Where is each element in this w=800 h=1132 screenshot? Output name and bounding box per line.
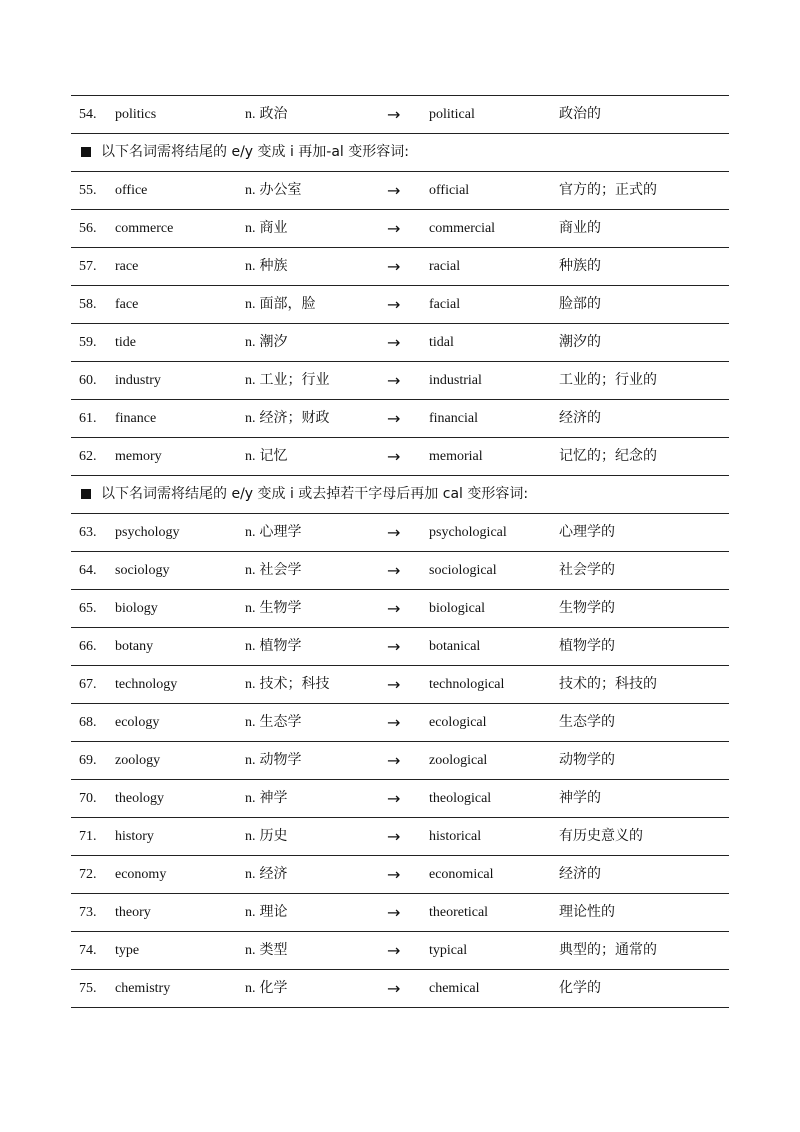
right-arrow-icon: → — [387, 599, 401, 618]
pos-label: n. — [245, 601, 256, 616]
noun-word: theory — [115, 905, 151, 920]
table-row — [71, 969, 729, 1008]
table-row — [71, 323, 729, 361]
table-row — [71, 779, 729, 817]
noun-meaning: 工业；行业 — [259, 372, 330, 388]
right-arrow-icon: → — [387, 751, 401, 770]
noun-pos-and-meaning — [245, 704, 302, 741]
noun-meaning: 经济；财政 — [259, 410, 330, 426]
adjective-meaning: 植物学的 — [559, 638, 615, 654]
noun-word: zoology — [115, 753, 161, 768]
noun-pos-and-meaning — [245, 590, 302, 627]
entry-number: 61. — [79, 411, 97, 426]
adjective-meaning: 化学的 — [559, 980, 601, 996]
square-bullet-icon — [81, 147, 91, 157]
adjective-word: zoological — [429, 753, 488, 768]
adjective-word: economical — [429, 867, 494, 882]
table-row — [71, 627, 729, 665]
noun-meaning: 面部，脸 — [259, 296, 316, 312]
adjective-word: racial — [429, 259, 461, 274]
entry-number: 67. — [79, 677, 97, 692]
adjective-word: commercial — [429, 221, 496, 236]
table-row — [71, 551, 729, 589]
adjective-word: historical — [429, 829, 482, 844]
pos-label: n. — [245, 867, 256, 882]
noun-pos-and-meaning — [245, 172, 302, 209]
pos-label: n. — [245, 563, 256, 578]
adjective-word: memorial — [429, 449, 483, 464]
noun-word: ecology — [115, 715, 160, 730]
adjective-word: biological — [429, 601, 485, 616]
noun-meaning: 化学 — [259, 980, 288, 996]
noun-word: history — [115, 829, 154, 844]
adjective-word: industrial — [429, 373, 482, 388]
entry-number: 54. — [79, 107, 97, 122]
noun-pos-and-meaning — [245, 970, 288, 1007]
entry-number: 60. — [79, 373, 97, 388]
noun-pos-and-meaning — [245, 248, 288, 285]
table-row — [71, 171, 729, 209]
vocabulary-table — [71, 95, 729, 1008]
adjective-word: theoretical — [429, 905, 489, 920]
noun-meaning: 政治 — [259, 106, 288, 122]
adjective-word: facial — [429, 297, 461, 312]
entry-number: 74. — [79, 943, 97, 958]
pos-label: n. — [245, 677, 256, 692]
noun-word: sociology — [115, 563, 170, 578]
noun-meaning: 种族 — [259, 258, 288, 274]
noun-word: botany — [115, 639, 154, 654]
noun-pos-and-meaning — [245, 742, 302, 779]
noun-word: theology — [115, 791, 164, 806]
pos-label: n. — [245, 525, 256, 540]
noun-pos-and-meaning — [245, 552, 302, 589]
adjective-meaning: 商业的 — [559, 220, 601, 236]
entry-number: 69. — [79, 753, 97, 768]
noun-word: race — [115, 259, 139, 274]
table-row — [71, 741, 729, 779]
noun-word: office — [115, 183, 148, 198]
noun-word: face — [115, 297, 139, 312]
section-heading-text: 以下名词需将结尾的 e/y 变成 i 或去掉若干字母后再加 cal 变形容词: — [101, 486, 529, 502]
noun-word: finance — [115, 411, 157, 426]
adjective-meaning: 潮汐的 — [559, 334, 601, 350]
adjective-meaning: 种族的 — [559, 258, 601, 274]
noun-meaning: 类型 — [259, 942, 288, 958]
noun-meaning: 心理学 — [259, 524, 302, 540]
table-row — [71, 665, 729, 703]
noun-word: politics — [115, 107, 157, 122]
entry-number: 75. — [79, 981, 97, 996]
pos-label: n. — [245, 221, 256, 236]
table-row — [71, 361, 729, 399]
pos-label: n. — [245, 183, 256, 198]
noun-pos-and-meaning — [245, 780, 288, 817]
noun-pos-and-meaning — [245, 932, 288, 969]
noun-meaning: 商业 — [259, 220, 288, 236]
adjective-word: typical — [429, 943, 468, 958]
adjective-word: theological — [429, 791, 492, 806]
table-row — [71, 437, 729, 475]
entry-number: 62. — [79, 449, 97, 464]
right-arrow-icon: → — [387, 789, 401, 808]
adjective-word: botanical — [429, 639, 481, 654]
pos-label: n. — [245, 335, 256, 350]
right-arrow-icon: → — [387, 105, 401, 124]
section-heading — [71, 475, 729, 513]
noun-meaning: 植物学 — [259, 638, 302, 654]
adjective-meaning: 有历史意义的 — [559, 828, 643, 844]
pos-label: n. — [245, 259, 256, 274]
pos-label: n. — [245, 791, 256, 806]
entry-number: 56. — [79, 221, 97, 236]
noun-word: tide — [115, 335, 136, 350]
pos-label: n. — [245, 905, 256, 920]
right-arrow-icon: → — [387, 257, 401, 276]
entry-number: 65. — [79, 601, 97, 616]
adjective-meaning: 神学的 — [559, 790, 601, 806]
adjective-meaning: 工业的；行业的 — [559, 372, 657, 388]
noun-pos-and-meaning — [245, 400, 330, 437]
noun-meaning: 潮汐 — [259, 334, 288, 350]
noun-meaning: 社会学 — [259, 562, 302, 578]
pos-label: n. — [245, 639, 256, 654]
adjective-meaning: 政治的 — [559, 106, 601, 122]
pos-label: n. — [245, 753, 256, 768]
noun-pos-and-meaning — [245, 324, 288, 361]
noun-word: memory — [115, 449, 162, 464]
adjective-meaning: 心理学的 — [559, 524, 615, 540]
right-arrow-icon: → — [387, 371, 401, 390]
right-arrow-icon: → — [387, 865, 401, 884]
right-arrow-icon: → — [387, 409, 401, 428]
entry-number: 58. — [79, 297, 97, 312]
table-row — [71, 817, 729, 855]
entry-number: 64. — [79, 563, 97, 578]
right-arrow-icon: → — [387, 333, 401, 352]
noun-meaning: 理论 — [259, 904, 288, 920]
entry-number: 57. — [79, 259, 97, 274]
entry-number: 68. — [79, 715, 97, 730]
entry-number: 59. — [79, 335, 97, 350]
section-heading-text: 以下名词需将结尾的 e/y 变成 i 再加-al 变形容词: — [101, 144, 409, 160]
noun-word: economy — [115, 867, 167, 882]
right-arrow-icon: → — [387, 447, 401, 466]
noun-word: biology — [115, 601, 158, 616]
noun-pos-and-meaning — [245, 628, 302, 665]
noun-meaning: 经济 — [259, 866, 288, 882]
table-row — [71, 703, 729, 741]
adjective-meaning: 生态学的 — [559, 714, 615, 730]
noun-word: commerce — [115, 221, 174, 236]
table-row — [71, 855, 729, 893]
adjective-word: psychological — [429, 525, 507, 540]
noun-pos-and-meaning — [245, 666, 330, 703]
adjective-meaning: 脸部的 — [559, 296, 601, 312]
pos-label: n. — [245, 981, 256, 996]
adjective-meaning: 记忆的；纪念的 — [559, 448, 657, 464]
adjective-word: ecological — [429, 715, 487, 730]
table-row — [71, 513, 729, 551]
entry-number: 66. — [79, 639, 97, 654]
adjective-meaning: 社会学的 — [559, 562, 615, 578]
right-arrow-icon: → — [387, 903, 401, 922]
noun-pos-and-meaning — [245, 514, 302, 551]
table-row — [71, 399, 729, 437]
adjective-meaning: 官方的；正式的 — [559, 182, 657, 198]
noun-pos-and-meaning — [245, 286, 316, 323]
noun-word: technology — [115, 677, 178, 692]
adjective-meaning: 经济的 — [559, 866, 601, 882]
table-body — [71, 95, 729, 1008]
adjective-word: political — [429, 107, 475, 122]
adjective-word: technological — [429, 677, 505, 692]
adjective-meaning: 典型的；通常的 — [559, 942, 657, 958]
adjective-word: chemical — [429, 981, 480, 996]
entry-number: 55. — [79, 183, 97, 198]
adjective-meaning: 技术的；科技的 — [559, 676, 657, 692]
noun-word: psychology — [115, 525, 180, 540]
pos-label: n. — [245, 107, 256, 122]
adjective-meaning: 生物学的 — [559, 600, 615, 616]
pos-label: n. — [245, 829, 256, 844]
adjective-meaning: 经济的 — [559, 410, 601, 426]
right-arrow-icon: → — [387, 637, 401, 656]
entry-number: 73. — [79, 905, 97, 920]
noun-meaning: 神学 — [259, 790, 288, 806]
noun-word: industry — [115, 373, 161, 388]
right-arrow-icon: → — [387, 675, 401, 694]
noun-meaning: 生态学 — [259, 714, 302, 730]
pos-label: n. — [245, 373, 256, 388]
noun-pos-and-meaning — [245, 818, 288, 855]
pos-label: n. — [245, 411, 256, 426]
table-row — [71, 931, 729, 969]
adjective-word: financial — [429, 411, 478, 426]
table-row — [71, 247, 729, 285]
right-arrow-icon: → — [387, 219, 401, 238]
noun-pos-and-meaning — [245, 96, 288, 133]
pos-label: n. — [245, 449, 256, 464]
table-row — [71, 285, 729, 323]
pos-label: n. — [245, 297, 256, 312]
table-row — [71, 589, 729, 627]
noun-pos-and-meaning — [245, 210, 288, 247]
noun-pos-and-meaning — [245, 438, 288, 475]
noun-meaning: 技术；科技 — [259, 676, 330, 692]
noun-meaning: 办公室 — [259, 182, 302, 198]
entry-number: 72. — [79, 867, 97, 882]
noun-meaning: 生物学 — [259, 600, 302, 616]
noun-meaning: 动物学 — [259, 752, 302, 768]
section-heading — [71, 133, 729, 171]
pos-label: n. — [245, 715, 256, 730]
square-bullet-icon — [81, 489, 91, 499]
noun-pos-and-meaning — [245, 856, 288, 893]
adjective-meaning: 理论性的 — [559, 904, 615, 920]
right-arrow-icon: → — [387, 979, 401, 998]
adjective-word: tidal — [429, 335, 454, 350]
noun-word: type — [115, 943, 140, 958]
noun-meaning: 记忆 — [259, 448, 288, 464]
adjective-word: official — [429, 183, 470, 198]
table-row — [71, 209, 729, 247]
noun-pos-and-meaning — [245, 362, 330, 399]
right-arrow-icon: → — [387, 295, 401, 314]
pos-label: n. — [245, 943, 256, 958]
entry-number: 63. — [79, 525, 97, 540]
entry-number: 71. — [79, 829, 97, 844]
table-row — [71, 893, 729, 931]
right-arrow-icon: → — [387, 523, 401, 542]
right-arrow-icon: → — [387, 941, 401, 960]
right-arrow-icon: → — [387, 181, 401, 200]
table-row — [71, 95, 729, 133]
right-arrow-icon: → — [387, 827, 401, 846]
noun-meaning: 历史 — [259, 828, 288, 844]
entry-number: 70. — [79, 791, 97, 806]
right-arrow-icon: → — [387, 561, 401, 580]
adjective-meaning: 动物学的 — [559, 752, 615, 768]
noun-pos-and-meaning — [245, 894, 288, 931]
right-arrow-icon: → — [387, 713, 401, 732]
noun-word: chemistry — [115, 981, 171, 996]
adjective-word: sociological — [429, 563, 497, 578]
